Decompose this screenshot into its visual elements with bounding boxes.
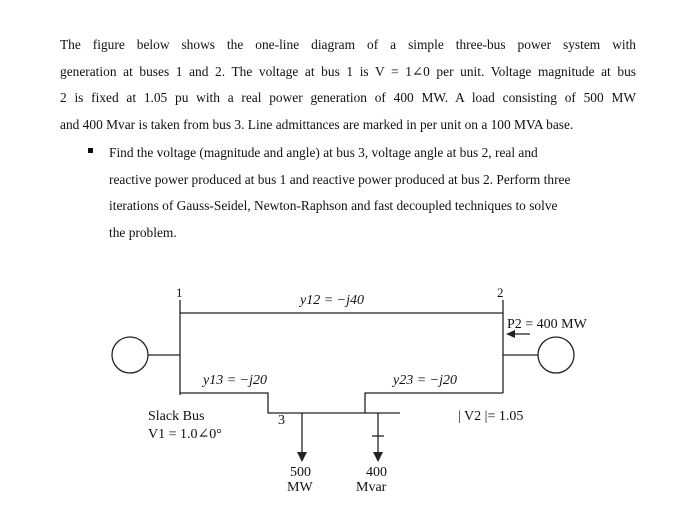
bus1-number: 1	[176, 285, 183, 300]
load-p-value: 500	[290, 465, 311, 480]
load-q-value: 400	[366, 465, 387, 480]
load-q-unit: Mvar	[356, 480, 387, 495]
problem-line: generation at buses 1 and 2. The voltage at bus 1 is V = 1∠0 per unit. Voltage magnitude at bus	[60, 63, 636, 79]
problem-line: 2 is fixed at 1.05 pu with a real power generation of 400 MW. A load consisting of 500 MW	[60, 90, 636, 105]
load-p-arrowhead-icon	[297, 452, 307, 462]
y13-label: y13 = −j20	[203, 373, 267, 388]
p2-label: P2 = 400 MW	[507, 317, 587, 332]
slack-bus-title: Slack Bus	[148, 409, 205, 424]
problem-line: The figure below shows the one-line diagram of a simple three-bus power system with	[60, 37, 636, 52]
problem-line: and 400 Mvar is taken from bus 3. Line admittances are marked in per unit on a 100 MVA base.	[60, 116, 574, 132]
load-q-arrowhead-icon	[373, 452, 383, 462]
v2-label: | V2 |= 1.05	[458, 409, 524, 424]
y23-label: y23 = −j20	[393, 373, 457, 388]
load-p-unit: MW	[287, 480, 313, 495]
generator-1-icon	[112, 337, 148, 373]
bus3-number: 3	[278, 413, 285, 428]
generator-2-icon	[538, 337, 574, 373]
task-line: the problem.	[109, 224, 177, 240]
bus2-number: 2	[497, 285, 504, 300]
task-line: iterations of Gauss-Seidel, Newton-Raphson and fast decoupled techniques to solve	[109, 198, 558, 213]
v1-label: V1 = 1.0∠0°	[148, 427, 222, 442]
y12-label: y12 = −j40	[300, 293, 364, 308]
task-line: reactive power produced at bus 1 and reactive power produced at bus 2. Perform three	[109, 171, 571, 187]
task-line: Find the voltage (magnitude and angle) at bus 3, voltage angle at bus 2, real and	[109, 145, 538, 160]
